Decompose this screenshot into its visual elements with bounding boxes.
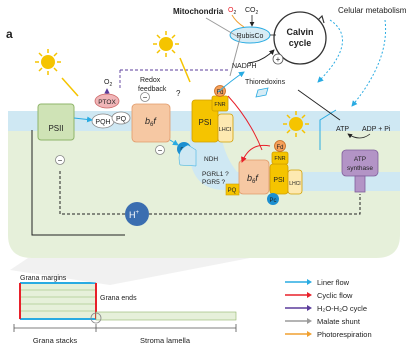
lhci-label: LHCI (218, 127, 232, 133)
question-mark: ? (176, 89, 181, 98)
legend-label: Malate shunt (317, 317, 360, 326)
ptox-label: PTOX (98, 99, 116, 106)
minus-sign-3: − (157, 146, 163, 155)
plus-sign: + (275, 55, 281, 64)
adp-pi-label: ADP + Pi (362, 126, 391, 133)
psii-complex (38, 104, 74, 140)
sun-icon (35, 49, 61, 75)
linear-flow-arrow-2 (218, 72, 244, 92)
photorespiration-arrow (232, 15, 244, 27)
calvin-label-2: cycle (288, 38, 312, 48)
legend-label: Liner flow (317, 278, 350, 287)
b6f-complex-2 (239, 160, 269, 194)
grana-ends-label: Grana ends (100, 295, 137, 302)
redox-feedback-1: Redox (140, 77, 161, 84)
o2-left: $O_2$ (104, 79, 113, 88)
legend-arrowhead-icon (307, 292, 312, 298)
fnr-label-2: FNR (274, 156, 286, 162)
thioredoxin-icon (256, 88, 268, 97)
nadph-arrow (248, 50, 274, 63)
co2-top: $CO_2$ (245, 7, 259, 16)
minus-sign: − (142, 93, 148, 102)
rubisco-label: RubisCo (236, 33, 264, 40)
b6f-label-2: $b_6f$ (247, 173, 258, 185)
grana-margins-label: Grana margins (20, 275, 67, 282)
legend-arrowhead-icon (307, 318, 312, 324)
mitochondria-label: Mitochondria (173, 7, 224, 16)
psii-label: PSII (48, 124, 64, 133)
fd-label-2: Fd (276, 145, 284, 151)
legend-label: H₂O-H₂O cycle (317, 304, 367, 313)
pc-label-2: Pc (269, 198, 277, 204)
calvin-label-1: Calvin (286, 27, 314, 37)
pgrl1-label: PGRL1 ? (202, 171, 229, 178)
metabolism-arrow (318, 20, 343, 82)
metabolism-arrow-2 (352, 20, 386, 106)
nadph-label: NADPH (232, 63, 257, 70)
panel-label: a (6, 27, 13, 41)
atp-label: ATP (336, 126, 350, 133)
grana-stacks-label: Grana stacks (32, 336, 78, 345)
h-plus-label: H+ (128, 210, 140, 220)
pqh-label: PQH (95, 119, 111, 126)
ndh-label: NDH (204, 156, 219, 163)
pq-label-2: PQ (227, 188, 237, 194)
legend-label: Photorespiration (317, 330, 372, 339)
psi-label-2: PSI (273, 177, 285, 184)
minus-sign-2: − (57, 156, 63, 165)
atp-synthase-label-2: synthase (346, 165, 374, 172)
b6f-label: $b_6f$ (145, 116, 156, 128)
light-ray (62, 78, 78, 96)
sun-icon (153, 31, 179, 57)
legend-arrowhead-icon (307, 279, 312, 285)
fd-label: Fd (216, 90, 224, 96)
atp-synthase-label-1: ATP (353, 156, 367, 163)
cellular-metabolism-label: Celular metabolism (338, 6, 407, 15)
o2-top: $O_2$ (228, 7, 237, 16)
pq-label: PQ (115, 116, 127, 123)
fnr-label: FNR (214, 102, 226, 108)
legend-arrowhead-icon (307, 331, 312, 337)
atp-synthase (342, 150, 378, 176)
redox-feedback-2: feedback (138, 86, 167, 93)
lhci-label-2: LHCI (289, 181, 301, 187)
psi-label: PSI (198, 118, 212, 127)
thioredoxins-label: Thioredoxins (245, 79, 286, 86)
stroma-lamella-label: Stroma lamella (139, 336, 191, 345)
legend (285, 278, 372, 339)
legend-label: Cyclic flow (317, 291, 353, 300)
atp-synthase-stalk (355, 176, 365, 192)
pgr5-label: PGR5 ? (202, 179, 226, 186)
grana-stacks-diagram (20, 283, 236, 323)
legend-arrowhead-icon (307, 305, 312, 311)
